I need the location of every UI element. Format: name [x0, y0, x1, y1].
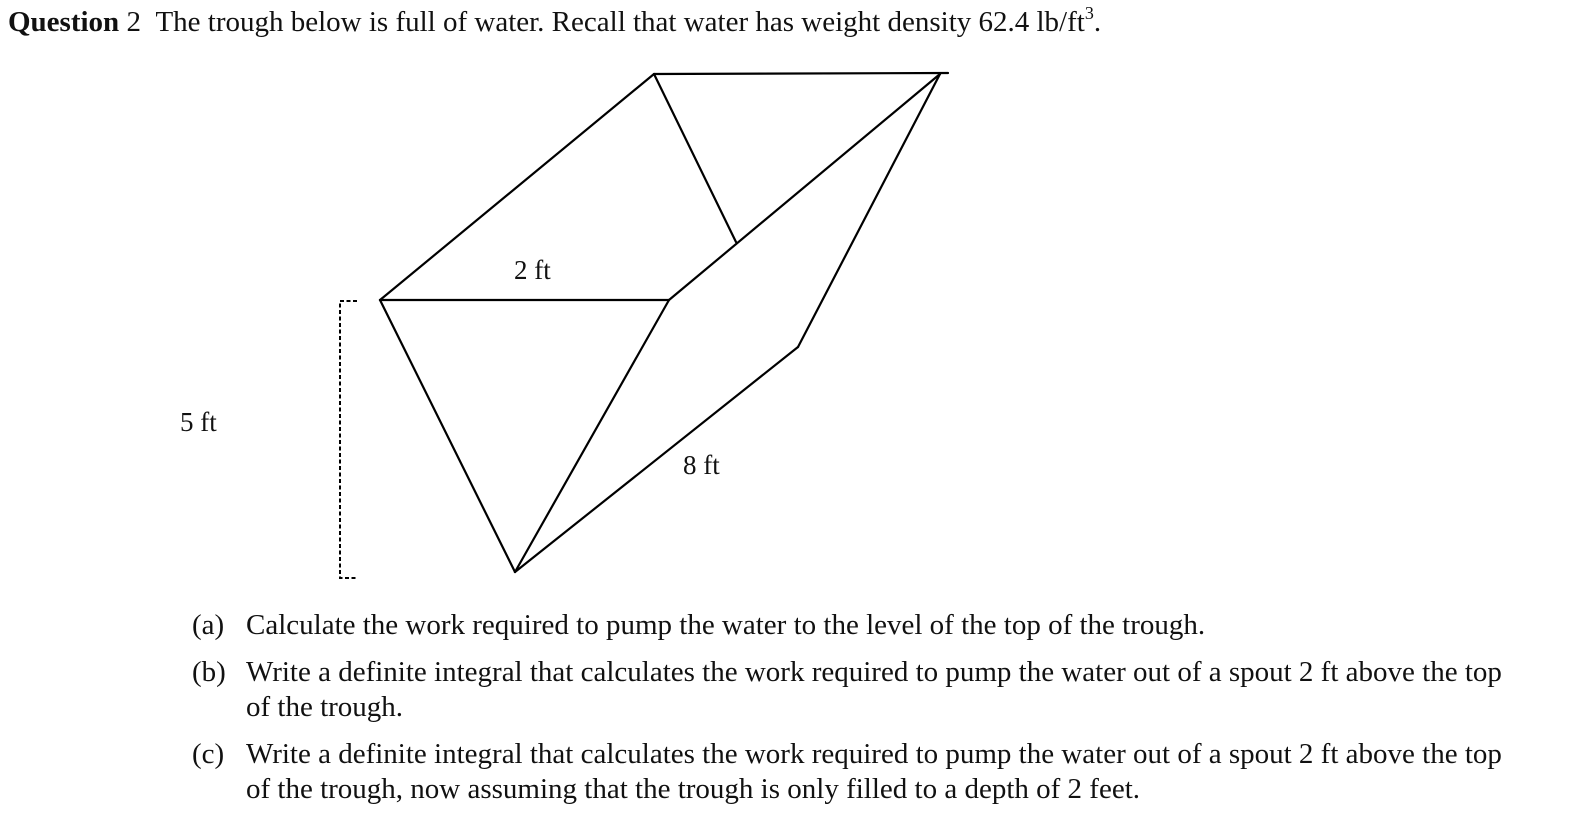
question-text: The trough below is full of water. Recall that water has weight density 62.4 lb/ft [155, 6, 1085, 38]
trough-edge-back-hidden [654, 74, 736, 242]
part-b-label: (b) [192, 656, 226, 688]
part-a-label: (a) [192, 609, 225, 641]
length-label: 8 ft [683, 450, 720, 480]
trough-edge-front-right [515, 300, 669, 572]
part-b-text: Write a definite integral that calculates the work required to pump the water out of a spout 2 ft above the top of the trough. [246, 656, 1502, 723]
part-c-text: Write a definite integral that calculates the work required to pump the water out of a spout 2 ft above the top of the trough, now assuming that the trough is only filled to a depth of 2 feet. [246, 738, 1502, 805]
trough-edge-front-left [380, 300, 515, 572]
part-b [192, 655, 1522, 725]
trough-edge-back-slant [798, 74, 940, 347]
trough-edge-top-back [654, 73, 948, 74]
question-number: 2 [126, 6, 141, 38]
question-end: . [1093, 6, 1102, 38]
height-dimension-bracket [340, 301, 357, 578]
part-a-text: Calculate the work required to pump the water to the level of the top of the trough. [246, 609, 1206, 641]
trough-edge-bottom [515, 347, 798, 572]
part-c-label: (c) [192, 738, 225, 770]
question-label: Question [8, 6, 120, 38]
part-a [192, 608, 1522, 643]
height-label: 5 ft [180, 407, 217, 437]
exponent: 3 [1084, 3, 1094, 23]
part-c [192, 737, 1522, 807]
question-parts [192, 608, 1522, 819]
top-width-label: 2 ft [514, 255, 551, 285]
